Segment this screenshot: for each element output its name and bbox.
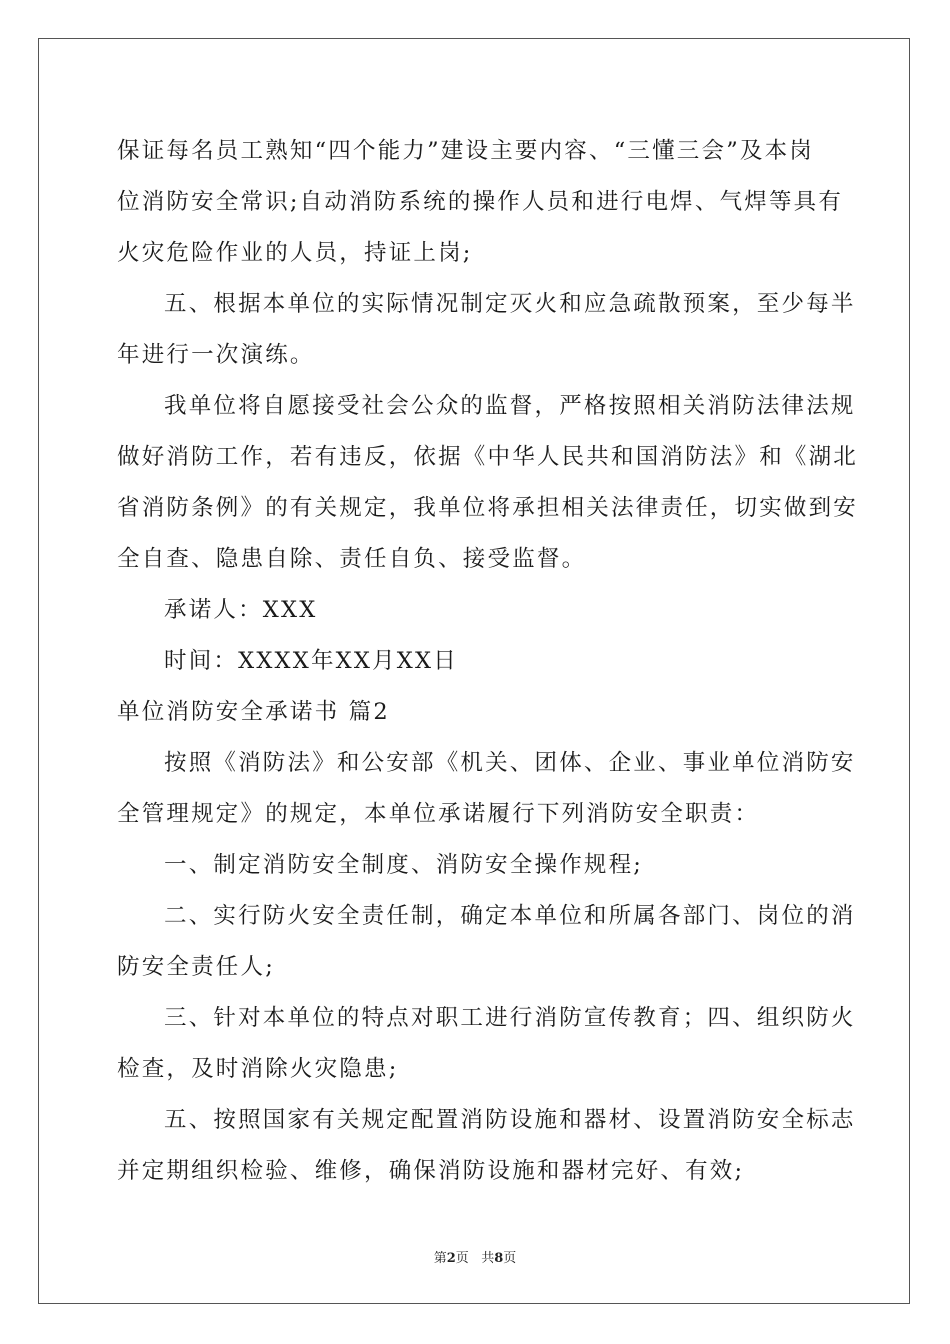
text-line: 年进行一次演练。 — [117, 342, 315, 368]
text-line: 三、针对本单位的特点对职工进行消防宣传教育；四、组织防火 — [164, 1005, 856, 1031]
page-label-suffix: 页 — [455, 1251, 469, 1266]
text-line: 检查，及时消除火灾隐患; — [117, 1056, 399, 1082]
total-label-prefix: 共 — [481, 1251, 495, 1266]
text-line: 全自查、隐患自除、责任自负、接受监督。 — [117, 546, 587, 572]
text-line: 并定期组织检验、维修，确保消防设施和器材完好、有效; — [117, 1158, 745, 1184]
text-line: 我单位将自愿接受社会公众的监督，严格按照相关消防法律法规 — [164, 393, 856, 419]
page-label-prefix: 第 — [433, 1251, 447, 1266]
section-heading: 单位消防安全承诺书 篇2 — [117, 699, 390, 725]
text-line: 防安全责任人; — [117, 954, 275, 980]
total-label-suffix: 页 — [503, 1251, 517, 1266]
page-number: 2 — [446, 1251, 456, 1266]
text-line: 省消防条例》的有关规定，我单位将承担相关法律责任，切实做到安 — [117, 495, 859, 521]
text-line: 一、制定消防安全制度、消防安全操作规程; — [164, 852, 644, 878]
text-line: 五、按照国家有关规定配置消防设施和器材、设置消防安全标志 — [164, 1107, 856, 1133]
text-line: 做好消防工作，若有违反，依据《中华人民共和国消防法》和《湖北 — [117, 444, 859, 470]
total-pages: 8 — [494, 1251, 504, 1266]
text-line: 二、实行防火安全责任制，确定本单位和所属各部门、岗位的消 — [164, 903, 856, 929]
date-line: 时间：XXXX年XX月XX日 — [164, 648, 458, 674]
text-line: 保证每名员工熟知“四个能力”建设主要内容、“三懂三会”及本岗 — [117, 138, 815, 164]
text-line: 全管理规定》的规定，本单位承诺履行下列消防安全职责： — [117, 801, 760, 827]
signatory-line: 承诺人：XXX — [164, 597, 318, 623]
text-line: 按照《消防法》和公安部《机关、团体、企业、事业单位消防安 — [164, 750, 856, 776]
document-body — [117, 126, 859, 1197]
text-line: 火灾危险作业的人员，持证上岗; — [117, 240, 473, 266]
text-line: 位消防安全常识;自动消防系统的操作人员和进行电焊、气焊等具有 — [117, 189, 844, 215]
text-line: 五、根据本单位的实际情况制定灭火和应急疏散预案，至少每半 — [164, 291, 856, 317]
page-footer — [0, 1247, 950, 1266]
